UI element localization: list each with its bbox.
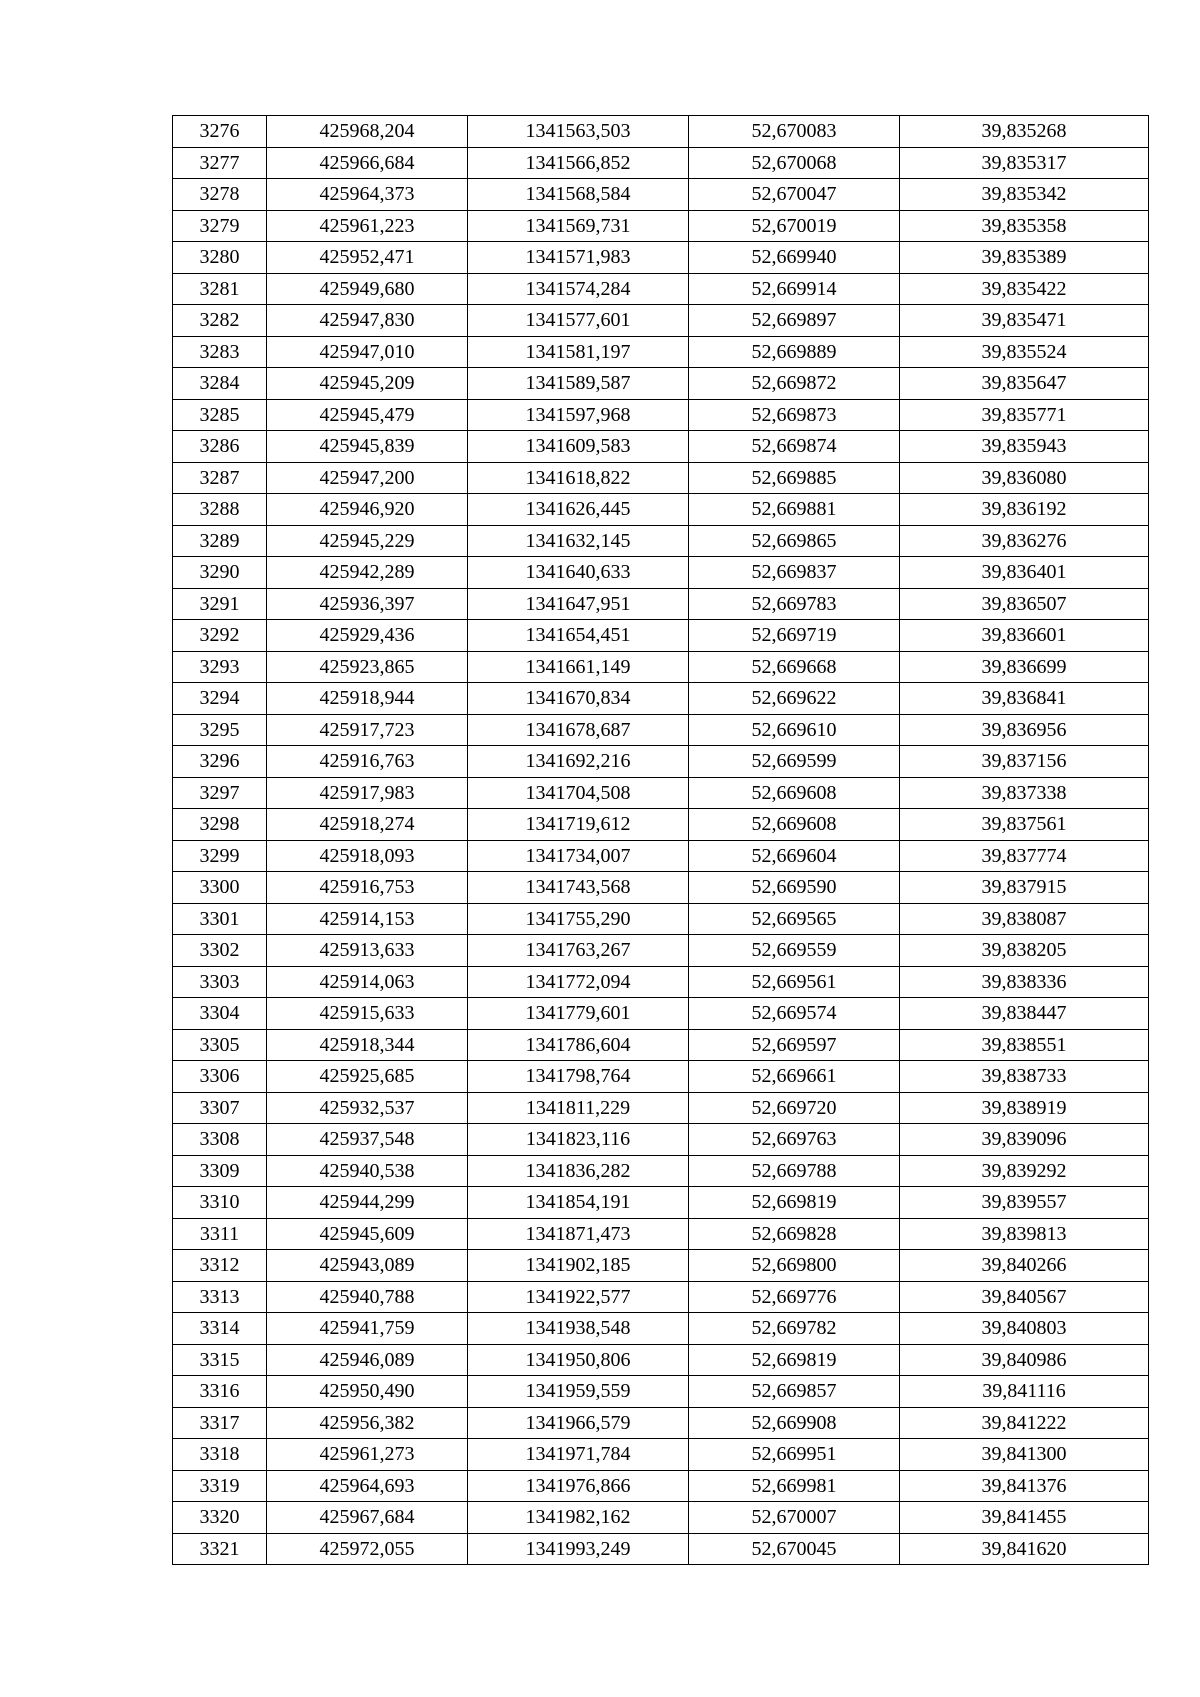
table-row	[173, 872, 1149, 904]
cell-x-coordinate: 425929,436	[267, 620, 468, 652]
cell-y-coordinate: 1341786,604	[468, 1029, 689, 1061]
cell-longitude: 39,838919	[900, 1092, 1149, 1124]
cell-longitude: 39,841620	[900, 1533, 1149, 1565]
cell-latitude: 52,670047	[689, 179, 900, 211]
table-row	[173, 1029, 1149, 1061]
cell-point-number: 3276	[173, 116, 267, 148]
cell-longitude: 39,835771	[900, 399, 1149, 431]
cell-point-number: 3297	[173, 777, 267, 809]
cell-longitude: 39,837156	[900, 746, 1149, 778]
cell-latitude: 52,669668	[689, 651, 900, 683]
cell-point-number: 3316	[173, 1376, 267, 1408]
cell-longitude: 39,836601	[900, 620, 1149, 652]
cell-y-coordinate: 1341982,162	[468, 1502, 689, 1534]
table-row	[173, 1533, 1149, 1565]
cell-latitude: 52,669610	[689, 714, 900, 746]
cell-latitude: 52,669622	[689, 683, 900, 715]
cell-point-number: 3303	[173, 966, 267, 998]
cell-longitude: 39,835389	[900, 242, 1149, 274]
table-row	[173, 1470, 1149, 1502]
cell-x-coordinate: 425945,479	[267, 399, 468, 431]
cell-x-coordinate: 425925,685	[267, 1061, 468, 1093]
cell-y-coordinate: 1341959,559	[468, 1376, 689, 1408]
cell-y-coordinate: 1341902,185	[468, 1250, 689, 1282]
cell-x-coordinate: 425916,763	[267, 746, 468, 778]
cell-point-number: 3298	[173, 809, 267, 841]
cell-y-coordinate: 1341589,587	[468, 368, 689, 400]
cell-point-number: 3292	[173, 620, 267, 652]
cell-latitude: 52,669889	[689, 336, 900, 368]
cell-y-coordinate: 1341976,866	[468, 1470, 689, 1502]
cell-y-coordinate: 1341581,197	[468, 336, 689, 368]
cell-x-coordinate: 425944,299	[267, 1187, 468, 1219]
cell-x-coordinate: 425940,788	[267, 1281, 468, 1313]
coordinates-table-body	[173, 116, 1149, 1565]
table-row	[173, 179, 1149, 211]
cell-latitude: 52,669837	[689, 557, 900, 589]
cell-point-number: 3310	[173, 1187, 267, 1219]
cell-longitude: 39,835342	[900, 179, 1149, 211]
cell-y-coordinate: 1341618,822	[468, 462, 689, 494]
cell-latitude: 52,669800	[689, 1250, 900, 1282]
cell-latitude: 52,669881	[689, 494, 900, 526]
cell-longitude: 39,840803	[900, 1313, 1149, 1345]
table-row	[173, 305, 1149, 337]
cell-x-coordinate: 425972,055	[267, 1533, 468, 1565]
cell-x-coordinate: 425941,759	[267, 1313, 468, 1345]
cell-x-coordinate: 425950,490	[267, 1376, 468, 1408]
cell-x-coordinate: 425945,209	[267, 368, 468, 400]
table-row	[173, 147, 1149, 179]
table-row	[173, 1218, 1149, 1250]
cell-x-coordinate: 425946,920	[267, 494, 468, 526]
cell-y-coordinate: 1341640,633	[468, 557, 689, 589]
cell-x-coordinate: 425917,723	[267, 714, 468, 746]
cell-x-coordinate: 425947,010	[267, 336, 468, 368]
cell-y-coordinate: 1341647,951	[468, 588, 689, 620]
cell-y-coordinate: 1341566,852	[468, 147, 689, 179]
cell-longitude: 39,836192	[900, 494, 1149, 526]
cell-x-coordinate: 425913,633	[267, 935, 468, 967]
cell-point-number: 3291	[173, 588, 267, 620]
table-row	[173, 746, 1149, 778]
table-row	[173, 1407, 1149, 1439]
table-row	[173, 714, 1149, 746]
cell-point-number: 3301	[173, 903, 267, 935]
cell-y-coordinate: 1341632,145	[468, 525, 689, 557]
cell-latitude: 52,669559	[689, 935, 900, 967]
table-row	[173, 494, 1149, 526]
cell-point-number: 3314	[173, 1313, 267, 1345]
cell-point-number: 3315	[173, 1344, 267, 1376]
cell-latitude: 52,670083	[689, 116, 900, 148]
cell-longitude: 39,837774	[900, 840, 1149, 872]
table-row	[173, 1439, 1149, 1471]
table-row	[173, 1376, 1149, 1408]
table-row	[173, 242, 1149, 274]
table-row	[173, 336, 1149, 368]
cell-longitude: 39,839557	[900, 1187, 1149, 1219]
cell-longitude: 39,836401	[900, 557, 1149, 589]
cell-longitude: 39,841300	[900, 1439, 1149, 1471]
cell-y-coordinate: 1341966,579	[468, 1407, 689, 1439]
cell-longitude: 39,839292	[900, 1155, 1149, 1187]
cell-x-coordinate: 425956,382	[267, 1407, 468, 1439]
cell-x-coordinate: 425945,839	[267, 431, 468, 463]
cell-y-coordinate: 1341574,284	[468, 273, 689, 305]
cell-x-coordinate: 425946,089	[267, 1344, 468, 1376]
cell-longitude: 39,835317	[900, 147, 1149, 179]
cell-x-coordinate: 425918,344	[267, 1029, 468, 1061]
cell-y-coordinate: 1341971,784	[468, 1439, 689, 1471]
cell-y-coordinate: 1341568,584	[468, 179, 689, 211]
cell-x-coordinate: 425952,471	[267, 242, 468, 274]
cell-latitude: 52,670019	[689, 210, 900, 242]
cell-x-coordinate: 425916,753	[267, 872, 468, 904]
cell-y-coordinate: 1341704,508	[468, 777, 689, 809]
cell-longitude: 39,837915	[900, 872, 1149, 904]
table-row	[173, 116, 1149, 148]
cell-y-coordinate: 1341772,094	[468, 966, 689, 998]
cell-x-coordinate: 425968,204	[267, 116, 468, 148]
cell-y-coordinate: 1341938,548	[468, 1313, 689, 1345]
cell-x-coordinate: 425917,983	[267, 777, 468, 809]
cell-y-coordinate: 1341692,216	[468, 746, 689, 778]
table-row	[173, 840, 1149, 872]
cell-latitude: 52,669565	[689, 903, 900, 935]
table-row	[173, 1155, 1149, 1187]
cell-x-coordinate: 425918,093	[267, 840, 468, 872]
cell-point-number: 3317	[173, 1407, 267, 1439]
table-row	[173, 431, 1149, 463]
cell-point-number: 3285	[173, 399, 267, 431]
cell-point-number: 3277	[173, 147, 267, 179]
cell-y-coordinate: 1341755,290	[468, 903, 689, 935]
cell-latitude: 52,669720	[689, 1092, 900, 1124]
cell-point-number: 3318	[173, 1439, 267, 1471]
cell-latitude: 52,669599	[689, 746, 900, 778]
table-row	[173, 966, 1149, 998]
cell-point-number: 3299	[173, 840, 267, 872]
table-row	[173, 1124, 1149, 1156]
table-row	[173, 998, 1149, 1030]
cell-x-coordinate: 425961,273	[267, 1439, 468, 1471]
cell-latitude: 52,669874	[689, 431, 900, 463]
cell-y-coordinate: 1341609,583	[468, 431, 689, 463]
cell-y-coordinate: 1341763,267	[468, 935, 689, 967]
cell-x-coordinate: 425964,373	[267, 179, 468, 211]
cell-longitude: 39,835268	[900, 116, 1149, 148]
cell-latitude: 52,669661	[689, 1061, 900, 1093]
cell-point-number: 3319	[173, 1470, 267, 1502]
cell-point-number: 3320	[173, 1502, 267, 1534]
cell-point-number: 3287	[173, 462, 267, 494]
cell-y-coordinate: 1341719,612	[468, 809, 689, 841]
cell-y-coordinate: 1341871,473	[468, 1218, 689, 1250]
cell-longitude: 39,836699	[900, 651, 1149, 683]
table-row	[173, 210, 1149, 242]
cell-point-number: 3279	[173, 210, 267, 242]
cell-y-coordinate: 1341569,731	[468, 210, 689, 242]
cell-y-coordinate: 1341571,983	[468, 242, 689, 274]
cell-longitude: 39,835943	[900, 431, 1149, 463]
table-row	[173, 1281, 1149, 1313]
table-row	[173, 683, 1149, 715]
cell-longitude: 39,835358	[900, 210, 1149, 242]
cell-x-coordinate: 425966,684	[267, 147, 468, 179]
cell-point-number: 3293	[173, 651, 267, 683]
table-row	[173, 525, 1149, 557]
table-row	[173, 1313, 1149, 1345]
cell-point-number: 3281	[173, 273, 267, 305]
cell-x-coordinate: 425947,830	[267, 305, 468, 337]
cell-longitude: 39,841376	[900, 1470, 1149, 1502]
cell-latitude: 52,669914	[689, 273, 900, 305]
cell-y-coordinate: 1341626,445	[468, 494, 689, 526]
coordinates-table	[172, 115, 1149, 1565]
cell-latitude: 52,669782	[689, 1313, 900, 1345]
cell-point-number: 3280	[173, 242, 267, 274]
cell-latitude: 52,669590	[689, 872, 900, 904]
cell-y-coordinate: 1341779,601	[468, 998, 689, 1030]
cell-longitude: 39,840266	[900, 1250, 1149, 1282]
cell-x-coordinate: 425932,537	[267, 1092, 468, 1124]
cell-latitude: 52,669719	[689, 620, 900, 652]
cell-x-coordinate: 425914,153	[267, 903, 468, 935]
cell-point-number: 3294	[173, 683, 267, 715]
cell-point-number: 3304	[173, 998, 267, 1030]
cell-x-coordinate: 425964,693	[267, 1470, 468, 1502]
cell-y-coordinate: 1341670,834	[468, 683, 689, 715]
cell-point-number: 3308	[173, 1124, 267, 1156]
cell-latitude: 52,669940	[689, 242, 900, 274]
cell-longitude: 39,836956	[900, 714, 1149, 746]
cell-longitude: 39,838733	[900, 1061, 1149, 1093]
cell-point-number: 3286	[173, 431, 267, 463]
cell-longitude: 39,838205	[900, 935, 1149, 967]
cell-x-coordinate: 425915,633	[267, 998, 468, 1030]
cell-point-number: 3311	[173, 1218, 267, 1250]
cell-point-number: 3302	[173, 935, 267, 967]
cell-y-coordinate: 1341836,282	[468, 1155, 689, 1187]
table-row	[173, 368, 1149, 400]
cell-point-number: 3305	[173, 1029, 267, 1061]
cell-point-number: 3307	[173, 1092, 267, 1124]
cell-longitude: 39,836507	[900, 588, 1149, 620]
cell-latitude: 52,669828	[689, 1218, 900, 1250]
table-row	[173, 903, 1149, 935]
cell-point-number: 3282	[173, 305, 267, 337]
table-row	[173, 809, 1149, 841]
cell-latitude: 52,669776	[689, 1281, 900, 1313]
cell-latitude: 52,669857	[689, 1376, 900, 1408]
table-row	[173, 462, 1149, 494]
table-row	[173, 1250, 1149, 1282]
cell-latitude: 52,670007	[689, 1502, 900, 1534]
table-row	[173, 1061, 1149, 1093]
cell-x-coordinate: 425918,274	[267, 809, 468, 841]
cell-y-coordinate: 1341811,229	[468, 1092, 689, 1124]
cell-longitude: 39,836841	[900, 683, 1149, 715]
cell-y-coordinate: 1341798,764	[468, 1061, 689, 1093]
cell-longitude: 39,839096	[900, 1124, 1149, 1156]
cell-latitude: 52,670068	[689, 147, 900, 179]
cell-latitude: 52,669819	[689, 1187, 900, 1219]
cell-y-coordinate: 1341597,968	[468, 399, 689, 431]
cell-longitude: 39,836080	[900, 462, 1149, 494]
cell-longitude: 39,841455	[900, 1502, 1149, 1534]
cell-longitude: 39,838087	[900, 903, 1149, 935]
cell-x-coordinate: 425914,063	[267, 966, 468, 998]
cell-y-coordinate: 1341734,007	[468, 840, 689, 872]
table-row	[173, 1092, 1149, 1124]
cell-latitude: 52,669872	[689, 368, 900, 400]
cell-x-coordinate: 425945,229	[267, 525, 468, 557]
table-row	[173, 399, 1149, 431]
cell-x-coordinate: 425937,548	[267, 1124, 468, 1156]
cell-y-coordinate: 1341577,601	[468, 305, 689, 337]
cell-longitude: 39,838551	[900, 1029, 1149, 1061]
cell-y-coordinate: 1341922,577	[468, 1281, 689, 1313]
cell-y-coordinate: 1341743,568	[468, 872, 689, 904]
cell-point-number: 3289	[173, 525, 267, 557]
table-row	[173, 1502, 1149, 1534]
cell-x-coordinate: 425943,089	[267, 1250, 468, 1282]
cell-longitude: 39,838336	[900, 966, 1149, 998]
cell-longitude: 39,837561	[900, 809, 1149, 841]
cell-y-coordinate: 1341678,687	[468, 714, 689, 746]
table-row	[173, 935, 1149, 967]
cell-latitude: 52,669783	[689, 588, 900, 620]
cell-longitude: 39,841116	[900, 1376, 1149, 1408]
cell-latitude: 52,669951	[689, 1439, 900, 1471]
cell-longitude: 39,838447	[900, 998, 1149, 1030]
cell-x-coordinate: 425967,684	[267, 1502, 468, 1534]
cell-x-coordinate: 425923,865	[267, 651, 468, 683]
cell-longitude: 39,835647	[900, 368, 1149, 400]
table-row	[173, 1344, 1149, 1376]
cell-latitude: 52,669981	[689, 1470, 900, 1502]
cell-latitude: 52,669574	[689, 998, 900, 1030]
cell-latitude: 52,669819	[689, 1344, 900, 1376]
cell-point-number: 3306	[173, 1061, 267, 1093]
cell-latitude: 52,669885	[689, 462, 900, 494]
cell-x-coordinate: 425945,609	[267, 1218, 468, 1250]
cell-point-number: 3296	[173, 746, 267, 778]
cell-latitude: 52,669597	[689, 1029, 900, 1061]
cell-longitude: 39,837338	[900, 777, 1149, 809]
cell-longitude: 39,841222	[900, 1407, 1149, 1439]
table-row	[173, 557, 1149, 589]
cell-x-coordinate: 425947,200	[267, 462, 468, 494]
cell-x-coordinate: 425942,289	[267, 557, 468, 589]
cell-longitude: 39,839813	[900, 1218, 1149, 1250]
cell-y-coordinate: 1341563,503	[468, 116, 689, 148]
cell-longitude: 39,840567	[900, 1281, 1149, 1313]
cell-longitude: 39,836276	[900, 525, 1149, 557]
cell-point-number: 3300	[173, 872, 267, 904]
cell-y-coordinate: 1341661,149	[468, 651, 689, 683]
cell-latitude: 52,669608	[689, 777, 900, 809]
cell-latitude: 52,669561	[689, 966, 900, 998]
table-row	[173, 620, 1149, 652]
cell-point-number: 3284	[173, 368, 267, 400]
cell-x-coordinate: 425918,944	[267, 683, 468, 715]
cell-point-number: 3321	[173, 1533, 267, 1565]
cell-longitude: 39,840986	[900, 1344, 1149, 1376]
cell-latitude: 52,670045	[689, 1533, 900, 1565]
cell-latitude: 52,669763	[689, 1124, 900, 1156]
table-row	[173, 651, 1149, 683]
cell-x-coordinate: 425961,223	[267, 210, 468, 242]
cell-latitude: 52,669897	[689, 305, 900, 337]
table-row	[173, 1187, 1149, 1219]
cell-latitude: 52,669608	[689, 809, 900, 841]
cell-longitude: 39,835524	[900, 336, 1149, 368]
cell-y-coordinate: 1341950,806	[468, 1344, 689, 1376]
table-row	[173, 273, 1149, 305]
cell-y-coordinate: 1341823,116	[468, 1124, 689, 1156]
cell-y-coordinate: 1341993,249	[468, 1533, 689, 1565]
cell-longitude: 39,835422	[900, 273, 1149, 305]
table-row	[173, 777, 1149, 809]
cell-point-number: 3295	[173, 714, 267, 746]
cell-point-number: 3312	[173, 1250, 267, 1282]
cell-latitude: 52,669873	[689, 399, 900, 431]
cell-point-number: 3309	[173, 1155, 267, 1187]
cell-longitude: 39,835471	[900, 305, 1149, 337]
cell-x-coordinate: 425949,680	[267, 273, 468, 305]
table-row	[173, 588, 1149, 620]
cell-latitude: 52,669865	[689, 525, 900, 557]
cell-latitude: 52,669908	[689, 1407, 900, 1439]
cell-y-coordinate: 1341854,191	[468, 1187, 689, 1219]
cell-point-number: 3290	[173, 557, 267, 589]
cell-point-number: 3313	[173, 1281, 267, 1313]
cell-point-number: 3283	[173, 336, 267, 368]
cell-y-coordinate: 1341654,451	[468, 620, 689, 652]
cell-x-coordinate: 425936,397	[267, 588, 468, 620]
cell-point-number: 3288	[173, 494, 267, 526]
cell-latitude: 52,669604	[689, 840, 900, 872]
cell-point-number: 3278	[173, 179, 267, 211]
cell-x-coordinate: 425940,538	[267, 1155, 468, 1187]
cell-latitude: 52,669788	[689, 1155, 900, 1187]
